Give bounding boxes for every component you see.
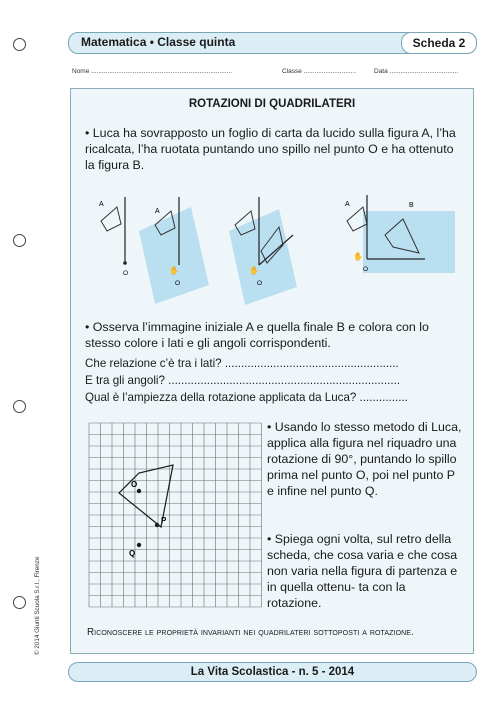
grid-exercise [87,421,263,617]
header-bar [68,32,477,54]
binder-hole [13,38,26,51]
class-field[interactable]: Classe ............................. [282,68,357,75]
instruction-text: • Osserva l’immagine iniziale A e quella finale B e colora con lo stesso colore i lati e gli angoli corrispondenti. [85,320,429,350]
quadrilateral-a [101,207,121,231]
rotation-figures [71,189,473,307]
question-angles[interactable]: E tra gli angoli? ........................................................................ [85,374,401,387]
binder-hole [13,400,26,413]
copyright-credit: © 2014 Giunti Scuola S.r.l., Firenze [34,556,41,655]
label-p: P [161,516,167,525]
square-grid [89,423,262,607]
hand-icon: ✋ [249,266,259,275]
point-q [137,543,141,547]
sheet-badge: Scheda 2 [401,32,477,54]
point-o [137,489,141,493]
intro-text: • Luca ha sovrapposto un foglio di carta da lucido sulla figura A, l’ha ricalcata, l’ha ruotata puntando uno spillo nel punto O e ha ottenuto la figura B. [85,126,456,172]
label-a: A [345,201,350,208]
exercise-title: ROTAZIONI DI QUADRILATERI [188,98,356,110]
label-q: Q [129,549,136,558]
tracing-paper [139,207,209,304]
question-rotation[interactable]: Qual è l’ampiezza della rotazione applicata da Luca? ............... [85,391,408,404]
exercise-panel [70,88,474,654]
figure-final [345,195,455,273]
figure-step-3 [229,197,297,305]
label-a: A [99,201,104,208]
point-p [155,523,159,527]
subject-label: Matematica • Classe quinta [81,35,236,49]
figure-start [99,197,128,277]
date-field[interactable]: Data ...................................... [374,68,459,75]
binder-hole [13,596,26,609]
task-rotation-text: • Usando lo stesso metodo di Luca, applica alla figura nel riquadro una rotazione di 90°, puntando lo spillo prima nel punto O, poi nel punto P e infine nel punto Q. [267,420,462,498]
tracing-paper [229,209,297,305]
name-field[interactable]: Nome .............................................................................. [72,68,233,75]
point-o [123,261,127,265]
tracing-paper [363,211,455,273]
binder-hole [13,234,26,247]
footer-bar: La Vita Scolastica - n. 5 - 2014 [68,662,477,682]
label-o: O [123,270,129,277]
label-o: O [131,480,138,489]
label-o: O [363,266,369,273]
hand-icon: ✋ [169,266,179,275]
label-o: O [257,280,263,287]
task-explain-text: • Spiega ogni volta, sul retro della scheda, che cosa varia e che cosa non varia nella figura di partenza e in quella ottenu- ta con la rotazione. [267,532,458,610]
figure-step-2 [139,197,209,304]
hand-icon: ✋ [353,252,363,261]
label-o: O [175,280,181,287]
label-a: A [155,208,160,215]
learning-objective: Riconoscere le proprietà invarianti nei quadrilateri sottoposti a rotazione. [87,627,414,638]
label-b: B [409,202,414,209]
question-sides[interactable]: Che relazione c’è tra i lati? ...................................................... [85,357,399,370]
